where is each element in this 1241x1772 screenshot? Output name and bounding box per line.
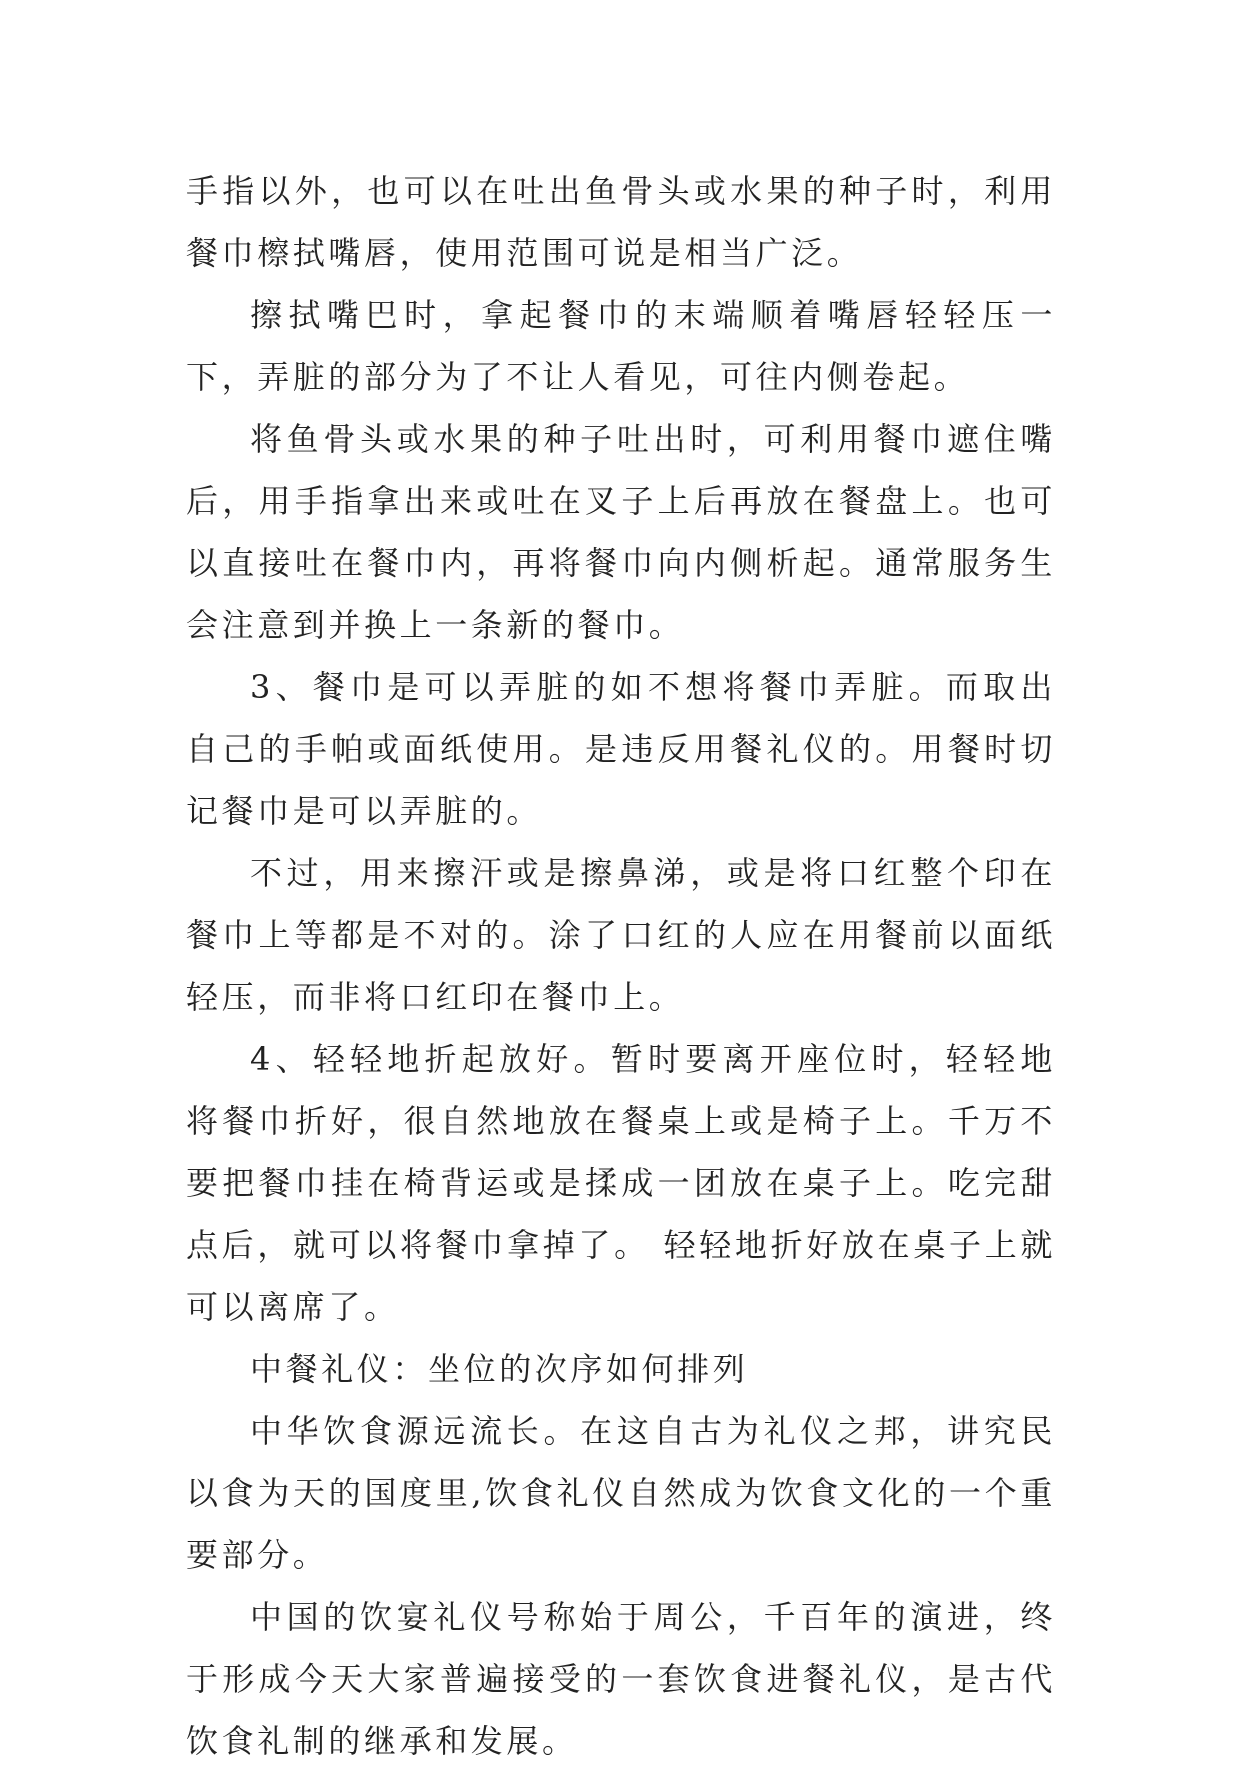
paragraph: 中国的饮宴礼仪号称始于周公，千百年的演进，终于形成今天大家普遍接受的一套饮食进餐礼仪，是古代饮食礼制的继承和发展。 (186, 1598, 1056, 1760)
document-body (186, 160, 1056, 1772)
paragraph: 不过，用来擦汗或是擦鼻涕，或是将口红整个印在餐巾上等都是不对的。涂了口红的人应在用餐前以面纸轻压，而非将口红印在餐巾上。 (186, 854, 1056, 1016)
paragraph: 3、餐巾是可以弄脏的如不想将餐巾弄脏。而取出自己的手帕或面纸使用。是违反用餐礼仪的。用餐时切记餐巾是可以弄脏的。 (186, 668, 1056, 830)
paragraph: 中华饮食源远流长。在这自古为礼仪之邦，讲究民以食为天的国度里,饮食礼仪自然成为饮食文化的一个重要部分。 (186, 1412, 1056, 1574)
paragraph: 将鱼骨头或水果的种子吐出时，可利用餐巾遮住嘴后，用手指拿出来或吐在叉子上后再放在餐盘上。也可以直接吐在餐巾内，再将餐巾向内侧析起。通常服务生会注意到并换上一条新的餐巾。 (186, 420, 1056, 644)
paragraph: 4、轻轻地折起放好。暂时要离开座位时，轻轻地将餐巾折好，很自然地放在餐桌上或是椅子上。千万不要把餐巾挂在椅背运或是揉成一团放在桌子上。吃完甜点后，就可以将餐巾拿掉了。 轻轻地折好放在桌子上就可以离席了。 (186, 1040, 1056, 1326)
paragraph: 擦拭嘴巴时，拿起餐巾的末端顺着嘴唇轻轻压一下，弄脏的部分为了不让人看见，可往内侧卷起。 (186, 296, 1056, 396)
paragraph: 手指以外，也可以在吐出鱼骨头或水果的种子时，利用餐巾檫拭嘴唇，使用范围可说是相当广泛。 (186, 172, 1056, 272)
section-heading: 中餐礼仪：坐位的次序如何排列 (250, 1350, 749, 1388)
